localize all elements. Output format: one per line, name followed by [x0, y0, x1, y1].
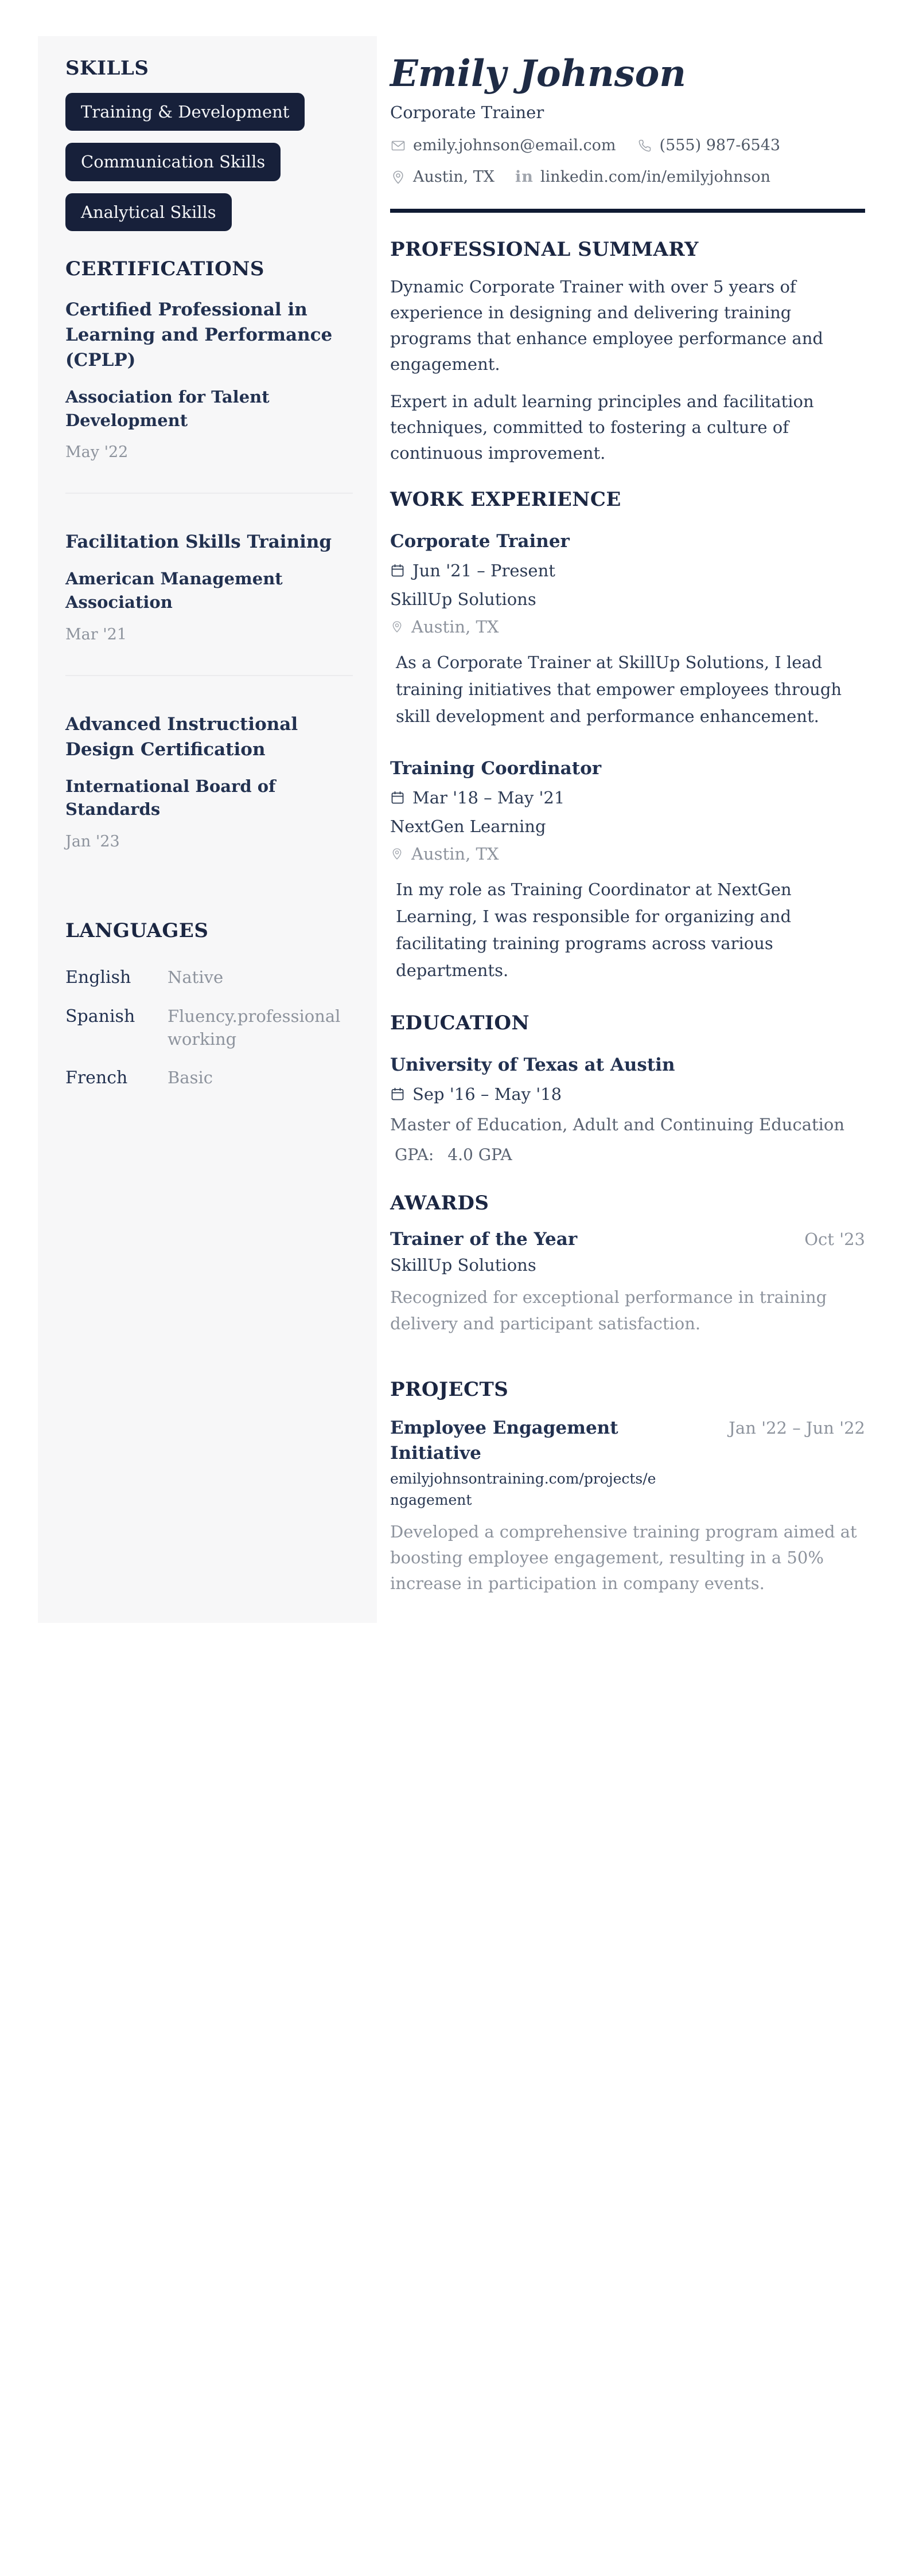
- certification-name: Certified Professional in Learning and Performance (CPLP): [65, 299, 333, 371]
- job-location: Austin, TX: [411, 616, 499, 637]
- awards-section: [390, 1192, 865, 1337]
- skills-title: SKILLS: [65, 57, 149, 80]
- certifications-section: [65, 257, 353, 850]
- job-dates-row: [390, 561, 865, 580]
- education-degree: Master of Education, Adult and Continuing Education: [390, 1114, 845, 1134]
- location-pin-icon: [390, 847, 404, 861]
- contact-linkedin-text: linkedin.com/in/emilyjohnson: [540, 168, 771, 186]
- language-name: French: [65, 1067, 128, 1088]
- language-row: [65, 1005, 353, 1051]
- job-location-row: [390, 617, 865, 637]
- language-name: Spanish: [65, 1006, 135, 1027]
- skill-chip-list: [65, 93, 353, 232]
- experience-item: [390, 756, 865, 984]
- language-row: [65, 1066, 353, 1090]
- job-role: Corporate Trainer: [390, 530, 570, 552]
- job-location-row: [390, 844, 865, 864]
- summary-paragraph: Expert in adult learning principles and facilitation techniques, committed to fostering a culture of continuous improvement.: [390, 391, 814, 463]
- linkedin-icon: in: [515, 168, 534, 186]
- location-pin-icon: [390, 169, 406, 185]
- projects-section: [390, 1378, 865, 1597]
- contact-row: [390, 136, 865, 154]
- certification-item: [65, 529, 353, 676]
- certification-issuer: Association for Talent Development: [65, 387, 270, 430]
- phone-icon: [637, 138, 653, 154]
- language-level: Native: [168, 967, 224, 987]
- certification-date: Mar '21: [65, 625, 127, 643]
- project-name: Employee Engagement Initiative: [390, 1417, 618, 1463]
- contact-email-text: emily.johnson@email.com: [413, 136, 616, 155]
- education-title: EDUCATION: [390, 1011, 530, 1035]
- skill-chip: Training & Development: [65, 93, 305, 131]
- contact-row: [390, 168, 865, 186]
- gpa-value: 4.0 GPA: [447, 1145, 512, 1165]
- certification-date: May '22: [65, 443, 129, 462]
- certification-date: Jan '23: [65, 832, 120, 850]
- gpa-label: GPA:: [395, 1145, 434, 1165]
- certifications-title: CERTIFICATIONS: [65, 257, 264, 281]
- summary-section: [390, 238, 865, 466]
- certification-name: Facilitation Skills Training: [65, 532, 332, 553]
- job-dates: Mar '18 – May '21: [412, 787, 565, 807]
- experience-item: [390, 529, 865, 730]
- education-school: University of Texas at Austin: [390, 1054, 675, 1075]
- project-header-row: [390, 1415, 865, 1466]
- calendar-icon: [390, 1087, 405, 1102]
- summary-title: PROFESSIONAL SUMMARY: [390, 238, 699, 261]
- person-job-title: Corporate Trainer: [390, 102, 544, 122]
- job-description: In my role as Training Coordinator at NextGen Learning, I was responsible for organizing and facilitating training programs across various departments.: [396, 879, 792, 980]
- calendar-icon: [390, 790, 405, 805]
- project-description: Developed a comprehensive training program aimed at boosting employee engagement, resulting in a 50% increase in participation in company events.: [390, 1521, 857, 1593]
- award-name: Trainer of the Year: [390, 1229, 578, 1250]
- language-level: Basic: [168, 1067, 213, 1087]
- contact-location-text: Austin, TX: [413, 168, 495, 186]
- education-dates-row: [390, 1084, 865, 1104]
- job-role: Training Coordinator: [390, 758, 602, 779]
- summary-paragraph: Dynamic Corporate Trainer with over 5 years of experience in designing and delivering training programs that enhance employee performance and engagement.: [390, 276, 823, 374]
- education-gpa-row: [390, 1145, 865, 1164]
- certification-issuer: American Management Association: [65, 569, 283, 612]
- person-name: Emily Johnson: [390, 52, 686, 95]
- header-divider: [390, 209, 865, 213]
- award-organization: SkillUp Solutions: [390, 1255, 536, 1275]
- job-company: SkillUp Solutions: [390, 589, 536, 609]
- job-company: NextGen Learning: [390, 816, 546, 836]
- job-dates: Jun '21 – Present: [412, 560, 555, 580]
- calendar-icon: [390, 563, 405, 578]
- contact-phone-text: (555) 987-6543: [659, 136, 781, 155]
- skill-chip: Analytical Skills: [65, 193, 232, 232]
- education-dates: Sep '16 – May '18: [412, 1084, 562, 1104]
- experience-section: [390, 488, 865, 984]
- projects-title: PROJECTS: [390, 1378, 509, 1402]
- award-date: Oct '23: [804, 1230, 865, 1250]
- skill-chip: Communication Skills: [65, 143, 281, 181]
- language-level: Fluency.professional working: [168, 1006, 341, 1049]
- certification-name: Advanced Instructional Design Certification: [65, 713, 298, 760]
- certification-item: [65, 712, 353, 850]
- award-item: [390, 1229, 865, 1337]
- sidebar: [38, 36, 377, 1623]
- skills-section: [65, 57, 353, 231]
- language-name: English: [65, 967, 131, 988]
- experience-title: WORK EXPERIENCE: [390, 487, 621, 511]
- project-dates: Jan '22 – Jun '22: [729, 1418, 865, 1438]
- contact-email[interactable]: [390, 136, 616, 154]
- language-list: [65, 966, 353, 1090]
- contact-linkedin[interactable]: [515, 168, 770, 186]
- job-dates-row: [390, 788, 865, 807]
- education-section: [390, 1012, 865, 1164]
- certification-item: [65, 297, 353, 494]
- award-header-row: [390, 1229, 865, 1250]
- awards-title: AWARDS: [390, 1192, 489, 1215]
- languages-title: LANGUAGES: [65, 919, 209, 942]
- main-column: [390, 36, 865, 1597]
- language-row: [65, 966, 353, 990]
- job-location: Austin, TX: [411, 844, 499, 864]
- certification-issuer: International Board of Standards: [65, 776, 276, 819]
- contact-phone: [637, 136, 781, 154]
- award-description: Recognized for exceptional performance in training delivery and participant satisfaction.: [390, 1287, 827, 1334]
- project-url[interactable]: emilyjohnsontraining.com/projects/engagement: [390, 1470, 656, 1509]
- location-pin-icon: [390, 620, 404, 634]
- contact-location: [390, 168, 495, 186]
- job-description: As a Corporate Trainer at SkillUp Solutions, I lead training initiatives that empower employees through skill development and performance enhancement.: [396, 652, 842, 726]
- project-item: [390, 1415, 865, 1597]
- languages-section: [65, 919, 353, 1090]
- mail-icon: [390, 138, 406, 154]
